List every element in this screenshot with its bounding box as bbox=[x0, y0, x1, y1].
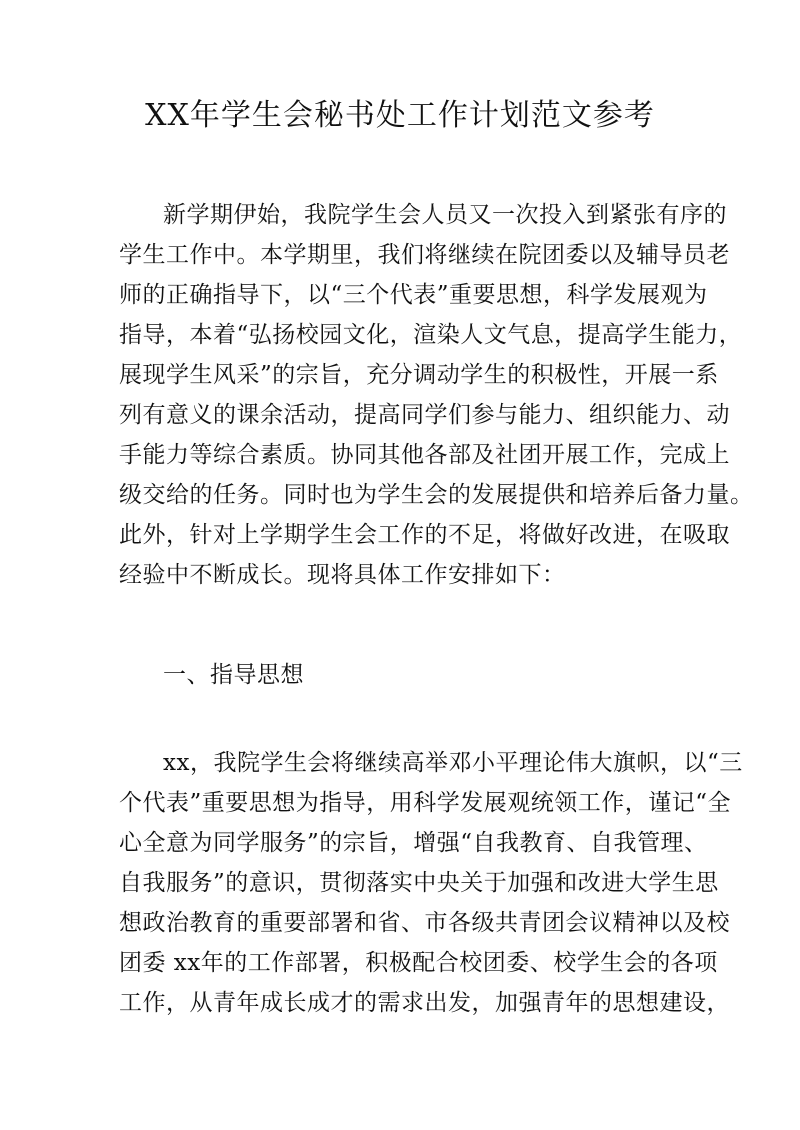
paragraph-1-line-3: 师的正确指导下，以“三个代表”重要思想，科学发展观为 bbox=[119, 282, 708, 308]
paragraph-1-line-2: 学生工作中。本学期里，我们将继续在院团委以及辅导员老 bbox=[119, 242, 730, 268]
section-heading-1: 一、指导思想 bbox=[163, 662, 304, 688]
paragraph-2-line-7: 工作，从青年成长成才的需求出发，加强青年的思想建设， bbox=[119, 990, 730, 1016]
paragraph-2-line-3: 心全意为同学服务”的宗旨，增强“自我教育、自我管理、 bbox=[119, 830, 708, 856]
paragraph-1-line-5: 展现学生风采”的宗旨，充分调动学生的积极性，开展一系 bbox=[119, 362, 719, 388]
paragraph-2-line-2: 个代表”重要思想为指导，用科学发展观统领工作，谨记“全 bbox=[119, 790, 732, 816]
paragraph-1-line-10: 经验中不断成长。现将具体工作安排如下： bbox=[119, 562, 566, 588]
paragraph-1-line-9: 此外，针对上学期学生会工作的不足，将做好改进，在吸取 bbox=[119, 522, 730, 548]
paragraph-1-line-1: 新学期伊始，我院学生会人员又一次投入到紧张有序的 bbox=[163, 202, 727, 228]
paragraph-2-line-1: xx，我院学生会将继续高举邓小平理论伟大旗帜，以“三 bbox=[163, 750, 743, 776]
paragraph-1-line-4: 指导，本着“弘扬校园文化，渲染人文气息，提高学生能力， bbox=[119, 322, 743, 348]
paragraph-2-line-6: 团委 xx年的工作部署，积极配合校团委、校学生会的各项 bbox=[119, 950, 718, 976]
paragraph-1-line-8: 级交给的任务。同时也为学生会的发展提供和培养后备力量。 bbox=[119, 482, 754, 508]
paragraph-2-line-4: 自我服务”的意识，贯彻落实中央关于加强和改进大学生思 bbox=[119, 870, 719, 896]
paragraph-2-line-5: 想政治教育的重要部署和省、市各级共青团会议精神以及校 bbox=[119, 910, 730, 936]
paragraph-1-line-6: 列有意义的课余活动，提高同学们参与能力、组织能力、动 bbox=[119, 402, 730, 428]
paragraph-1-line-7: 手能力等综合素质。协同其他各部及社团开展工作，完成上 bbox=[119, 442, 730, 468]
document-title: XX年学生会秘书处工作计划范文参考 bbox=[145, 98, 655, 133]
